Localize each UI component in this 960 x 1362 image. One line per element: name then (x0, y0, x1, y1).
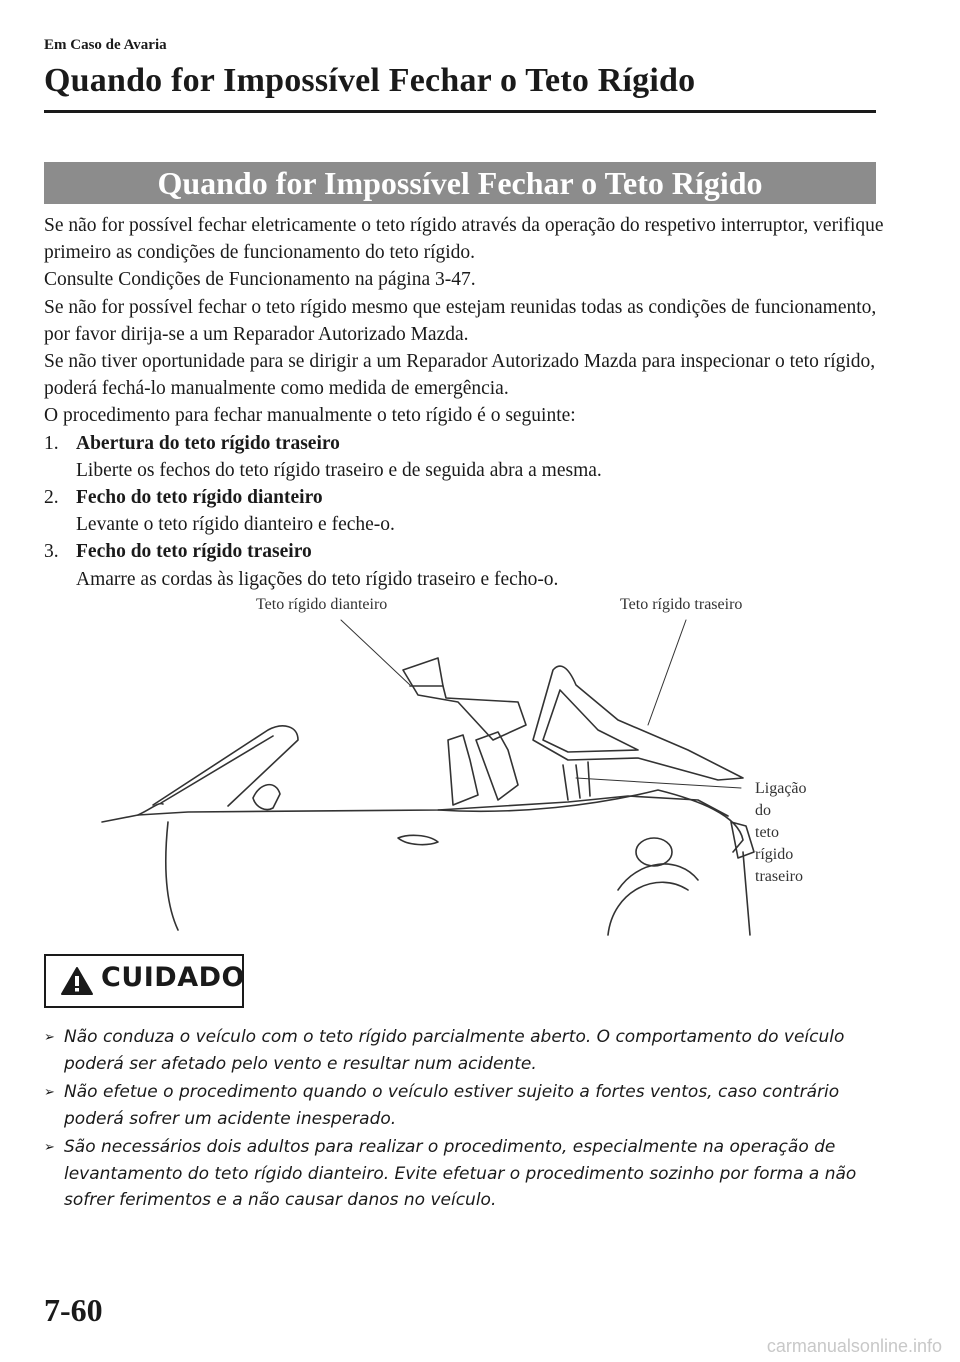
seat (448, 735, 478, 805)
step-text: Amarre as cordas às ligações do teto rígido traseiro e fecho-o. (76, 568, 559, 590)
mirror (253, 785, 280, 810)
label-rear-hardtop: Teto rígido traseiro (620, 596, 743, 613)
caution-item (44, 1079, 874, 1132)
caution-text: Não efetue o procedimento quando o veículo estiver sujeito a fortes ventos, caso contrário poderá sofrer um acidente inesperado. (64, 1082, 840, 1129)
paragraph: Se não for possível fechar o teto rígido mesmo que estejam reunidas todas as condições de funcionamento, por favor dirija-se a um Reparador Autorizado Mazda. (44, 296, 877, 345)
step-number: 2. (44, 487, 59, 509)
page-title: Quando for Impossível Fechar o Teto Rígido (44, 62, 696, 99)
paragraph: O procedimento para fechar manualmente o teto rígido é o seguinte: (44, 405, 576, 427)
leader-line-front (341, 620, 410, 685)
fuel-cap (636, 838, 672, 866)
step-text: Levante o teto rígido dianteiro e feche-o. (76, 514, 395, 536)
watermark: carmanualsonline.info (766, 1336, 942, 1356)
caution-text: São necessários dois adultos para realizar o procedimento, especialmente na operação de levantamento do teto rígido dianteiro. Evite efetuar o procedimento sozinho por forma a não sofrer ferimentos e a não causar danos no veículo. (64, 1137, 857, 1210)
caution-item (44, 1134, 874, 1214)
step-number: 1. (44, 432, 59, 454)
step-title: Fecho do teto rígido dianteiro (76, 487, 323, 509)
door-front-edge (166, 822, 178, 930)
paragraph: Se não tiver oportunidade para se dirigir a um Reparador Autorizado Mazda para inspecionar o teto rígido, poderá fechá-lo manualmente como medida de emergência. (44, 351, 876, 400)
car-hardtop-illustration (98, 590, 807, 940)
caution-title: CUIDADO (101, 962, 245, 993)
caution-text: Não conduza o veículo com o teto rígido parcialmente aberto. O comportamento do veículo poderá ser afetado pelo vento e resultar num acidente. (64, 1027, 845, 1074)
label-front-hardtop: Teto rígido dianteiro (256, 596, 388, 613)
intro-text (44, 212, 894, 593)
label-rear-hardtop-link (755, 778, 807, 888)
caution-box (44, 954, 244, 1008)
front-hardtop (403, 658, 526, 740)
label-line: teto rígido (755, 824, 794, 863)
body-shoulder-line (102, 796, 728, 822)
step-title: Abertura do teto rígido traseiro (76, 432, 340, 454)
chapter-label: Em Caso de Avaria (44, 37, 167, 53)
door-handle (398, 835, 438, 844)
paragraph: Se não for possível fechar eletricamente o teto rígido através da operação do respetivo interruptor, verifique primeiro as condições de funcionamento do teto rígido. (44, 215, 884, 264)
step-2 (44, 484, 894, 538)
step-number: 3. (44, 541, 59, 563)
warning-triangle-icon (60, 966, 94, 996)
paragraph: Consulte Condições de Funcionamento na página 3-47. (44, 269, 476, 291)
title-divider (44, 110, 876, 113)
step-text: Liberte os fechos do teto rígido traseiro e de seguida abra a mesma. (76, 459, 602, 481)
step-1 (44, 430, 894, 484)
step-title: Fecho do teto rígido traseiro (76, 541, 312, 563)
arrow-bullet-icon: ➢ (44, 1030, 55, 1045)
arrow-bullet-icon: ➢ (44, 1140, 55, 1155)
leader-line-rear (648, 620, 686, 725)
caution-item (44, 1024, 874, 1077)
caution-list (44, 1024, 874, 1216)
car-drawing (98, 590, 798, 940)
arrow-bullet-icon: ➢ (44, 1085, 55, 1100)
section-heading: Quando for Impossível Fechar o Teto Rígido (44, 162, 876, 204)
step-3 (44, 538, 894, 592)
label-line: Ligação do (755, 780, 807, 819)
page-number: 7-60 (44, 1292, 103, 1328)
rear-hardtop (533, 666, 743, 780)
label-line: traseiro (755, 868, 803, 885)
rear-wheel-arch (618, 864, 698, 890)
